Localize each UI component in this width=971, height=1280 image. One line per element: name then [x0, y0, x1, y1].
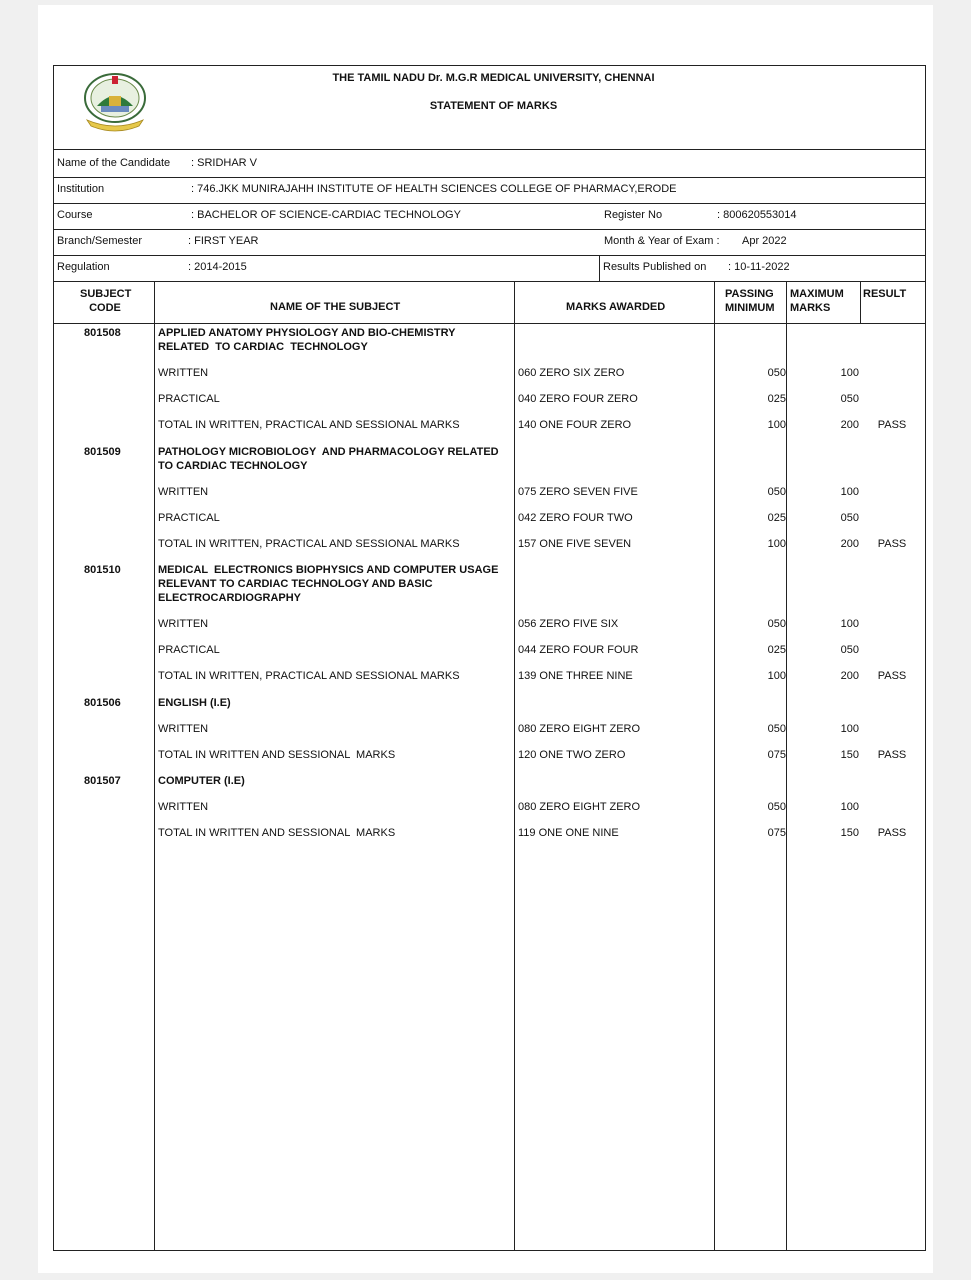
marks-awarded: 139 ONE THREE NINE [518, 670, 633, 682]
exam-value: Apr 2022 [742, 235, 787, 247]
institution-row [54, 177, 925, 204]
marks-awarded: 060 ZERO SIX ZERO [518, 367, 625, 379]
divider [599, 255, 600, 281]
header-maximum-marks: MAXIMUM MARKS [790, 288, 844, 314]
header-passing-minimum: PASSING MINIMUM [725, 288, 775, 314]
branch-value: : FIRST YEAR [188, 235, 259, 247]
document-title: STATEMENT OF MARKS [429, 100, 558, 112]
component-label: TOTAL IN WRITTEN AND SESSIONAL MARKS [158, 827, 396, 839]
maximum-marks: 100 [840, 618, 859, 630]
university-name: THE TAMIL NADU Dr. M.G.R MEDICAL UNIVERSITY, CHENNAI [332, 72, 655, 84]
exam-label: Month & Year of Exam : [604, 235, 720, 247]
subject-name-line: TO CARDIAC TECHNOLOGY [158, 460, 308, 472]
subject-name-line: APPLIED ANATOMY PHYSIOLOGY AND BIO-CHEMISTRY [158, 327, 456, 339]
result: PASS [877, 538, 907, 550]
register-label: Register No [604, 209, 663, 221]
branch-label: Branch/Semester [57, 235, 142, 247]
subject-name-line: PATHOLOGY MICROBIOLOGY AND PHARMACOLOGY RELATED [158, 446, 499, 458]
result: PASS [877, 670, 907, 682]
passing-minimum: 050 [767, 801, 786, 813]
marks-awarded: 157 ONE FIVE SEVEN [518, 538, 632, 550]
subject-name-line: RELATED TO CARDIAC TECHNOLOGY [158, 341, 368, 353]
maximum-marks: 150 [840, 749, 859, 761]
passing-minimum: 025 [767, 512, 786, 524]
marks-awarded: 075 ZERO SEVEN FIVE [518, 486, 638, 498]
passing-minimum: 100 [767, 670, 786, 682]
table-header [54, 282, 925, 324]
result: PASS [877, 419, 907, 431]
passing-minimum: 050 [767, 618, 786, 630]
marks-awarded: 120 ONE TWO ZERO [518, 749, 626, 761]
institution-value: : 746.JKK MUNIRAJAHH INSTITUTE OF HEALTH SCIENCES COLLEGE OF PHARMACY,ERODE [191, 183, 677, 195]
maximum-marks: 200 [840, 538, 859, 550]
maximum-marks: 050 [840, 644, 859, 656]
maximum-marks: 200 [840, 670, 859, 682]
column-divider [860, 282, 861, 323]
institution-label: Institution [57, 183, 105, 195]
maximum-marks: 150 [840, 827, 859, 839]
subject-code: 801508 [84, 327, 121, 339]
component-label: TOTAL IN WRITTEN, PRACTICAL AND SESSIONAL MARKS [158, 670, 460, 682]
published-value: : 10-11-2022 [728, 261, 790, 273]
marks-awarded: 119 ONE ONE NINE [518, 827, 619, 839]
maximum-marks: 100 [840, 486, 859, 498]
passing-minimum: 075 [767, 827, 786, 839]
published-label: Results Published on [603, 261, 707, 273]
marks-awarded: 080 ZERO EIGHT ZERO [518, 801, 641, 813]
regulation-row [54, 255, 925, 282]
component-label: WRITTEN [158, 723, 209, 735]
header-result: RESULT [863, 288, 907, 300]
subject-name [158, 696, 508, 710]
passing-minimum: 100 [767, 538, 786, 550]
subject-name-line: RELEVANT TO CARDIAC TECHNOLOGY AND BASIC [158, 578, 433, 590]
subject-code: 801506 [84, 697, 121, 709]
course-row [54, 203, 925, 230]
branch-row [54, 229, 925, 256]
candidate-name-row [54, 151, 925, 178]
component-label: TOTAL IN WRITTEN, PRACTICAL AND SESSIONAL MARKS [158, 538, 460, 550]
course-value: : BACHELOR OF SCIENCE-CARDIAC TECHNOLOGY [191, 209, 461, 221]
component-label: PRACTICAL [158, 644, 220, 656]
component-label: TOTAL IN WRITTEN, PRACTICAL AND SESSIONAL MARKS [158, 419, 460, 431]
component-label: WRITTEN [158, 618, 209, 630]
name-value: : SRIDHAR V [191, 157, 258, 169]
maximum-marks: 200 [840, 419, 859, 431]
subject-name [158, 563, 508, 605]
maximum-marks: 100 [840, 367, 859, 379]
subject-name-line: ELECTROCARDIOGRAPHY [158, 592, 302, 604]
subject-name-line: MEDICAL ELECTRONICS BIOPHYSICS AND COMPUTER USAGE [158, 564, 499, 576]
passing-minimum: 025 [767, 393, 786, 405]
component-label: WRITTEN [158, 801, 209, 813]
regulation-label: Regulation [57, 261, 110, 273]
passing-minimum: 050 [767, 367, 786, 379]
passing-minimum: 025 [767, 644, 786, 656]
marks-awarded: 044 ZERO FOUR FOUR [518, 644, 639, 656]
course-label: Course [57, 209, 93, 221]
register-value: : 800620553014 [717, 209, 797, 221]
marks-awarded: 140 ONE FOUR ZERO [518, 419, 632, 431]
header-subject-name: NAME OF THE SUBJECT [270, 301, 401, 313]
marks-statement [53, 65, 926, 1251]
marks-table-body [54, 323, 925, 1250]
result: PASS [877, 749, 907, 761]
subject-name-line: ENGLISH (I.E) [158, 697, 231, 709]
component-label: WRITTEN [158, 486, 209, 498]
document-header [54, 66, 925, 150]
subject-code: 801509 [84, 446, 121, 458]
component-label: WRITTEN [158, 367, 209, 379]
component-label: PRACTICAL [158, 512, 220, 524]
component-label: PRACTICAL [158, 393, 220, 405]
subject-code: 801507 [84, 775, 121, 787]
passing-minimum: 075 [767, 749, 786, 761]
regulation-value: : 2014-2015 [188, 261, 247, 273]
component-label: TOTAL IN WRITTEN AND SESSIONAL MARKS [158, 749, 396, 761]
result: PASS [877, 827, 907, 839]
marks-awarded: 042 ZERO FOUR TWO [518, 512, 633, 524]
passing-minimum: 050 [767, 486, 786, 498]
maximum-marks: 050 [840, 512, 859, 524]
maximum-marks: 050 [840, 393, 859, 405]
subject-name [158, 445, 508, 473]
maximum-marks: 100 [840, 801, 859, 813]
passing-minimum: 100 [767, 419, 786, 431]
maximum-marks: 100 [840, 723, 859, 735]
name-label: Name of the Candidate [57, 157, 171, 169]
subject-name-line: COMPUTER (I.E) [158, 775, 245, 787]
subject-name [158, 774, 508, 788]
marks-awarded: 056 ZERO FIVE SIX [518, 618, 619, 630]
subject-name [158, 326, 508, 354]
subject-code: 801510 [84, 564, 121, 576]
marks-awarded: 040 ZERO FOUR ZERO [518, 393, 638, 405]
header-code: SUBJECT CODE [80, 288, 132, 314]
marks-awarded: 080 ZERO EIGHT ZERO [518, 723, 641, 735]
passing-minimum: 050 [767, 723, 786, 735]
header-marks-awarded: MARKS AWARDED [566, 301, 666, 313]
